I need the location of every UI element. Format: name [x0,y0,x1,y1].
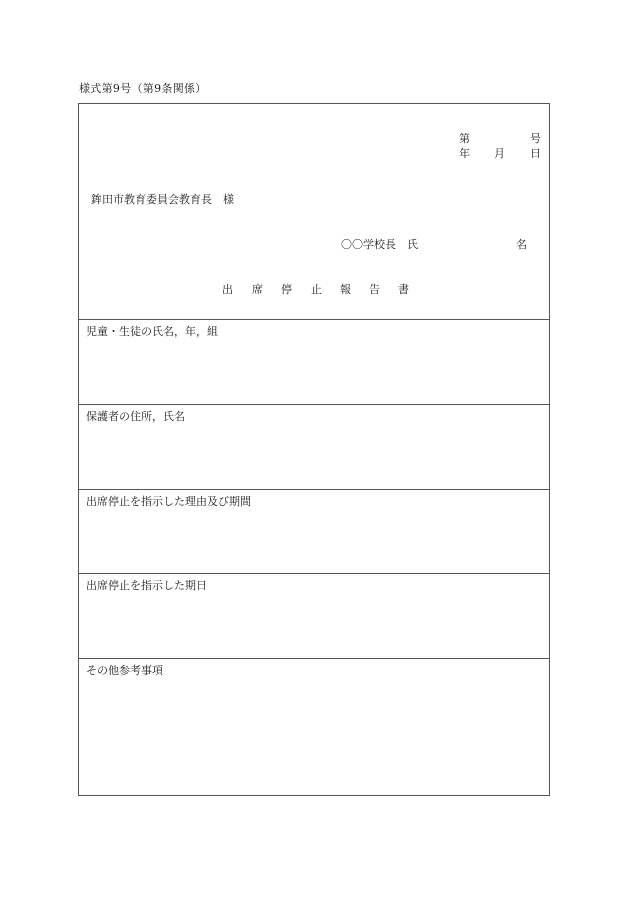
sender-name-suffix: 名 [516,238,527,251]
date-day: 日 [530,147,541,160]
report-title-char: 出 [222,283,233,296]
section-guardian-info [79,405,549,490]
form-header [79,104,549,320]
report-title-char: 書 [398,283,409,296]
date-month: 月 [494,147,505,160]
report-title-char: 席 [252,283,263,296]
report-title-char: 停 [281,283,292,296]
report-form [78,103,550,796]
report-title-char: 報 [340,283,351,296]
report-title-char: 止 [311,283,322,296]
section-label: 出席停止を指示した期日 [86,579,207,592]
section-label: 児童・生徒の氏名，年，組 [86,325,218,338]
sender-title: 〇〇学校長 氏 [341,238,418,251]
section-label: 出席停止を指示した理由及び期間 [86,495,251,508]
section-instruction-date [79,574,549,659]
section-label: その他参考事項 [86,664,163,677]
report-title-char: 告 [369,283,380,296]
section-student-info [79,320,549,405]
date-year: 年 [459,147,470,160]
addressee: 鉾田市教育委員会教育長 様 [91,193,234,206]
number-suffix: 号 [530,132,541,145]
section-other-notes [79,659,549,795]
number-prefix: 第 [459,132,470,145]
form-number-label: 様式第9号（第9条関係） [79,82,207,95]
section-reason-period [79,490,549,574]
section-label: 保護者の住所，氏名 [86,410,185,423]
